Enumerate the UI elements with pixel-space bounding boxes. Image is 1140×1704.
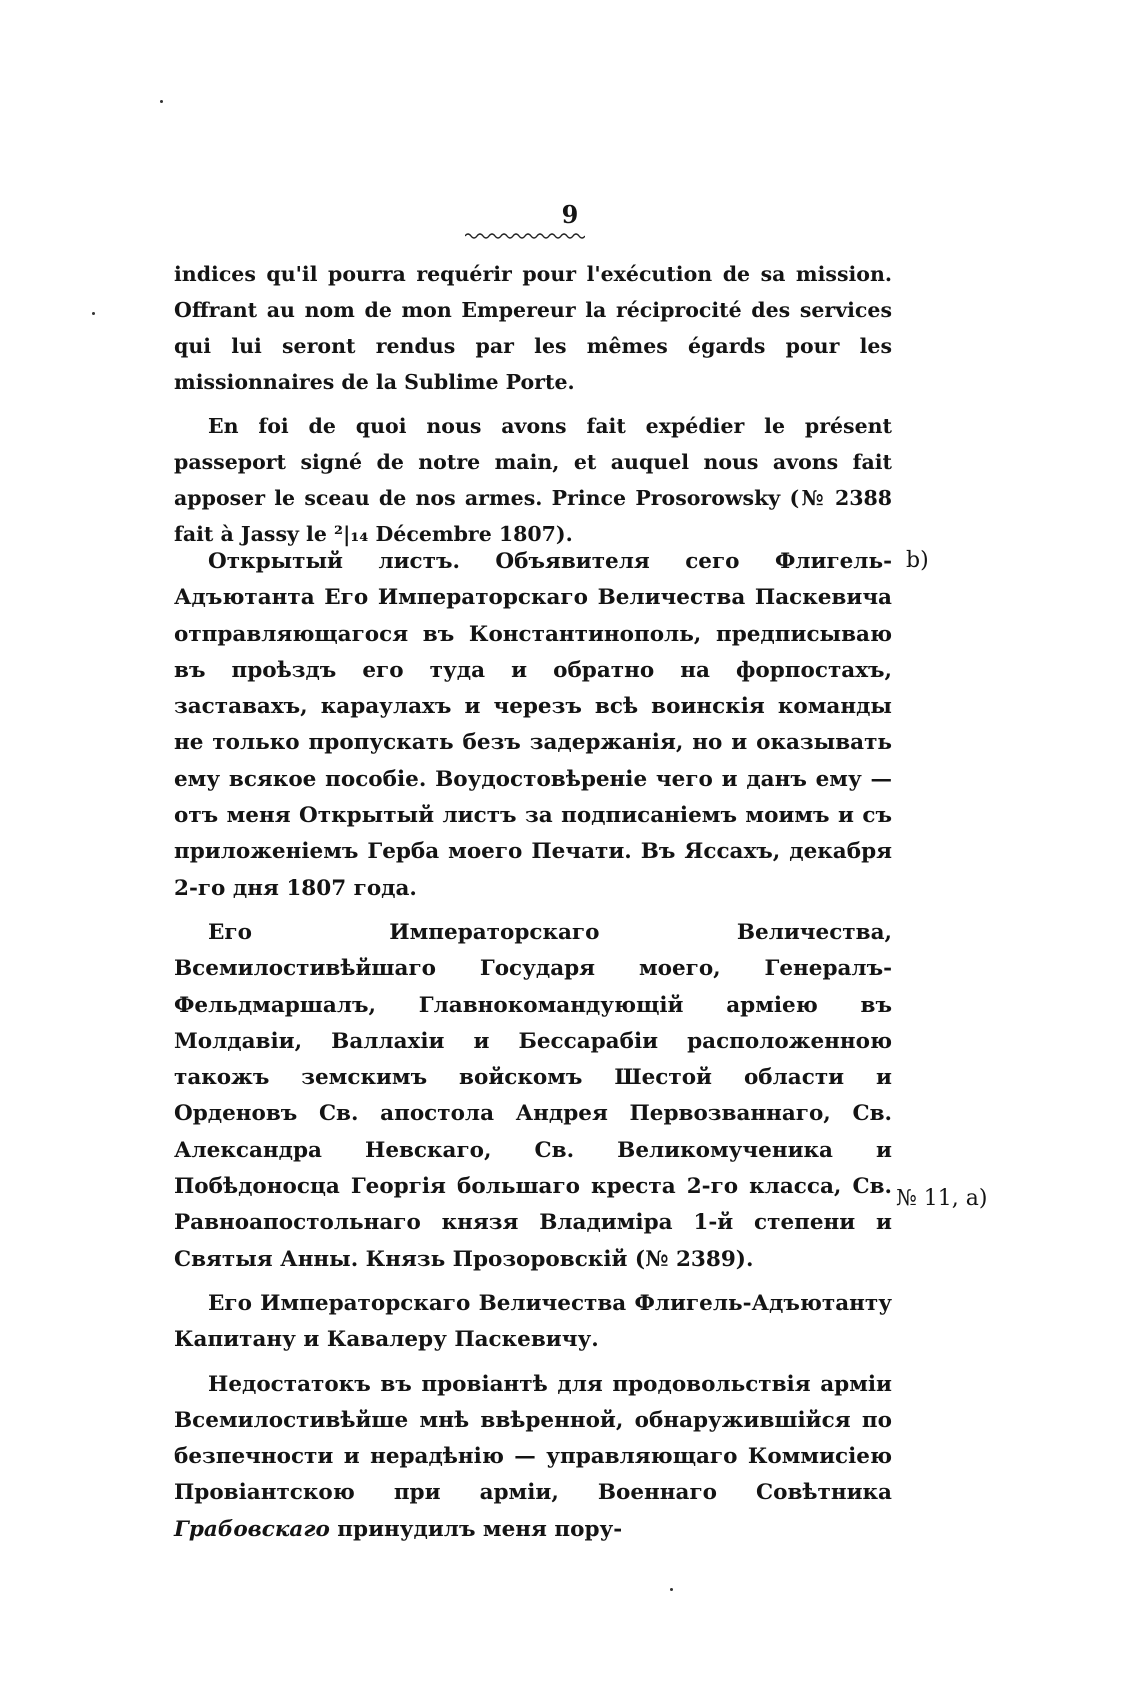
russian-paragraph-open-letter: Открытый листъ. Объявителя сего Флигель-Адъютанта Его Императорскаго Величества Паскевича отправляющагося въ Константинополь, предписываю въ проѣздъ его туда и обратно на форпостахъ, заставахъ, караулахъ и черезъ всѣ воинскія команды не только пропускать безъ задержанія, но и оказывать ему всякое пособіе. Воудостовѣреніе чего и данъ ему — отъ меня Открытый листъ за подписаніемъ моимъ и съ приложеніемъ Герба моего Печати. Въ Яссахъ, декабря 2-го дня 1807 года. xyxy=(174,549,892,901)
speck-mark xyxy=(670,1588,673,1591)
speck-mark xyxy=(160,100,163,103)
page-number: 9 xyxy=(561,200,579,229)
margin-note-b: b) xyxy=(906,548,929,573)
name-grabovsky: Грабовскаго xyxy=(174,1516,330,1542)
french-paragraph-1: indices qu'il pourra requérir pour l'exécution de sa mission. Offrant au nom de mon Empereur la réciprocité des services qui lui seront rendus par les mêmes égards pour les missionnaires de la Sublime Porte. xyxy=(174,262,892,394)
provisions-text-start: Недостатокъ въ провіантѣ для продовольствія арміи Всемилостивѣйше мнѣ ввѣренной, обнаружившійся по безпечности и нерадѣнію — управляющаго Коммисіею Провіантскою при арміи, Военнаго Совѣтника xyxy=(174,1371,892,1506)
speck-mark xyxy=(92,312,95,315)
russian-document-text xyxy=(174,544,892,1556)
margin-note-11a: № 11, a) xyxy=(896,1186,988,1211)
russian-paragraph-provisions xyxy=(174,1367,892,1548)
french-passport-text xyxy=(174,256,892,560)
russian-paragraph-address: Его Императорскаго Величества Флигель-Адъютанту Капитану и Кавалеру Паскевичу. xyxy=(174,1290,892,1353)
french-paragraph-2: En foi de quoi nous avons fait expédier le présent passeport signé de notre main, et auquel nous avons fait apposer le sceau de nos armes. Prince Prosorowsky (№ 2388 fait à Jassy le ²|₁₄ Décembre 1807). xyxy=(174,414,892,546)
page-number-ornament xyxy=(465,232,585,240)
provisions-text-end: принудилъ меня пору- xyxy=(329,1516,623,1542)
russian-paragraph-titles: Его Императорскаго Величества, Всемилостивѣйшаго Государя моего, Генералъ-Фельдмаршалъ, Главнокомандующій арміею въ Молдавіи, Валлахіи и Бессарабіи расположенною такожъ земскимъ войскомъ Шестой области и Орденовъ Св. апостола Андрея Первозваннаго, Св. Александра Невскаго, Св. Великомученика и Побѣдоносца Георгія большаго креста 2-го класса, Св. Равноапостольнаго князя Владиміра 1-й степени и Святыя Анны. Князь Прозоровскій (№ 2389). xyxy=(174,919,892,1272)
